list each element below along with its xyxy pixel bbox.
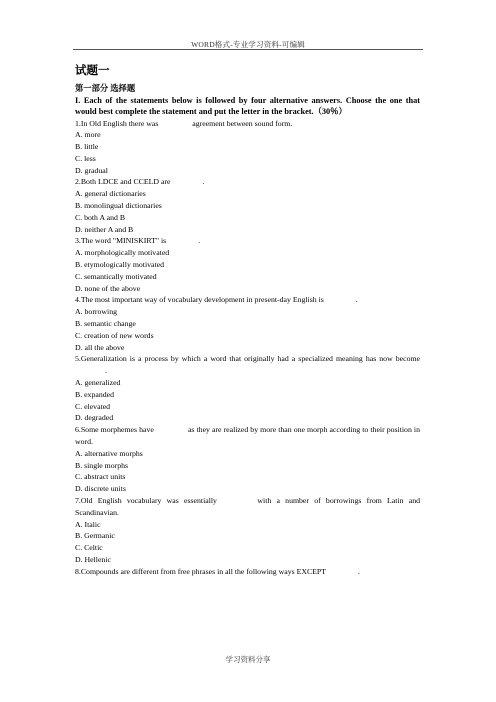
answer-option: C. semantically motivated — [75, 271, 157, 281]
document-title: 试题一 — [75, 65, 110, 77]
answer-option: D. Hellenic — [75, 554, 111, 564]
question-text-end: . — [202, 177, 205, 187]
answer-option: A. Italic — [75, 519, 101, 529]
page-footer: 学习资料分享 — [225, 655, 271, 664]
answer-option: B. etymologically motivated — [75, 260, 164, 270]
answer-option: B. semantic change — [75, 319, 136, 329]
answer-option: C. both A and B — [75, 212, 126, 222]
question-list — [75, 118, 420, 578]
question-stem — [75, 294, 420, 306]
answer-option: D. degraded — [75, 413, 114, 423]
question-stem — [75, 353, 420, 377]
answer-option: B. little — [75, 142, 99, 152]
question-text: 8.Compounds are different from free phrases in all the following ways EXCEPT — [75, 566, 328, 576]
question-text-end: agreement between sound form. — [190, 118, 293, 128]
answer-option: C. less — [75, 153, 96, 163]
question-stem — [75, 176, 420, 188]
answer-option: D. none of the above — [75, 283, 141, 293]
question-text-end: . — [198, 236, 201, 246]
instruction — [75, 95, 420, 118]
header-divider — [73, 49, 423, 50]
question-text: 4.The most important way of vocabulary development in present-day English is — [75, 295, 326, 305]
question-text: 7.Old English vocabulary was essentially — [75, 496, 223, 505]
answer-option: C. creation of new words — [75, 330, 154, 340]
answer-option: A. generalized — [75, 378, 121, 388]
answer-option: A. borrowing — [75, 307, 118, 317]
answer-option: C. abstract units — [75, 472, 126, 482]
answer-option: B. single morphs — [75, 460, 129, 470]
question-text: 3.The word "MINISKIRT" is — [75, 236, 169, 246]
question-text-end: as they are realized by more than one morph according to their position in word. — [75, 425, 420, 447]
answer-option: D. neither A and B — [75, 224, 134, 234]
answer-option: B. monolingual dictionaries — [75, 201, 162, 211]
page-header: WORD格式-专业学习资料-可编辑 — [191, 40, 305, 49]
question-text-end: . — [355, 295, 358, 305]
answer-option: B. expanded — [75, 389, 114, 399]
question-stem — [75, 566, 420, 578]
question-text-end: . — [105, 366, 107, 376]
instruction-text: Each of the statements below is followed by four alternative answers. Choose the one that would best complete the statement and put the letter in the bracket.（30％） — [75, 95, 420, 116]
question-text-end: . — [357, 566, 360, 576]
document-body — [75, 64, 420, 578]
answer-option: D. discrete units — [75, 484, 126, 494]
question-stem — [75, 118, 420, 130]
answer-option: A. general dictionaries — [75, 189, 146, 199]
answer-option: A. alternative morphs — [75, 448, 143, 458]
answer-option: D. gradual — [75, 165, 108, 175]
answer-option: B. Germanic — [75, 531, 115, 541]
question-stem — [75, 495, 420, 519]
question-text-end: with a number of borrowings from Latin and Scandinavian. — [75, 496, 420, 517]
answer-option: C. elevated — [75, 401, 111, 411]
question-text: 2.Both LDCE and CCELD are — [75, 177, 173, 187]
question-text: 1.In Old English there was — [75, 118, 161, 128]
question-stem — [75, 235, 420, 247]
instruction-number: I. — [75, 95, 81, 105]
answer-option: A. morphologically motivated — [75, 248, 170, 258]
answer-option: A. more — [75, 130, 101, 140]
answer-option: C. Celtic — [75, 543, 103, 553]
answer-option: D. all the above — [75, 342, 125, 352]
part-heading: 第一部分 选择题 — [75, 84, 136, 93]
question-stem — [75, 424, 420, 448]
question-text: 5.Generalization is a process by which a word that originally had a specialized meaning has now become — [75, 354, 420, 364]
question-text: 6.Some morphemes have — [75, 425, 156, 435]
